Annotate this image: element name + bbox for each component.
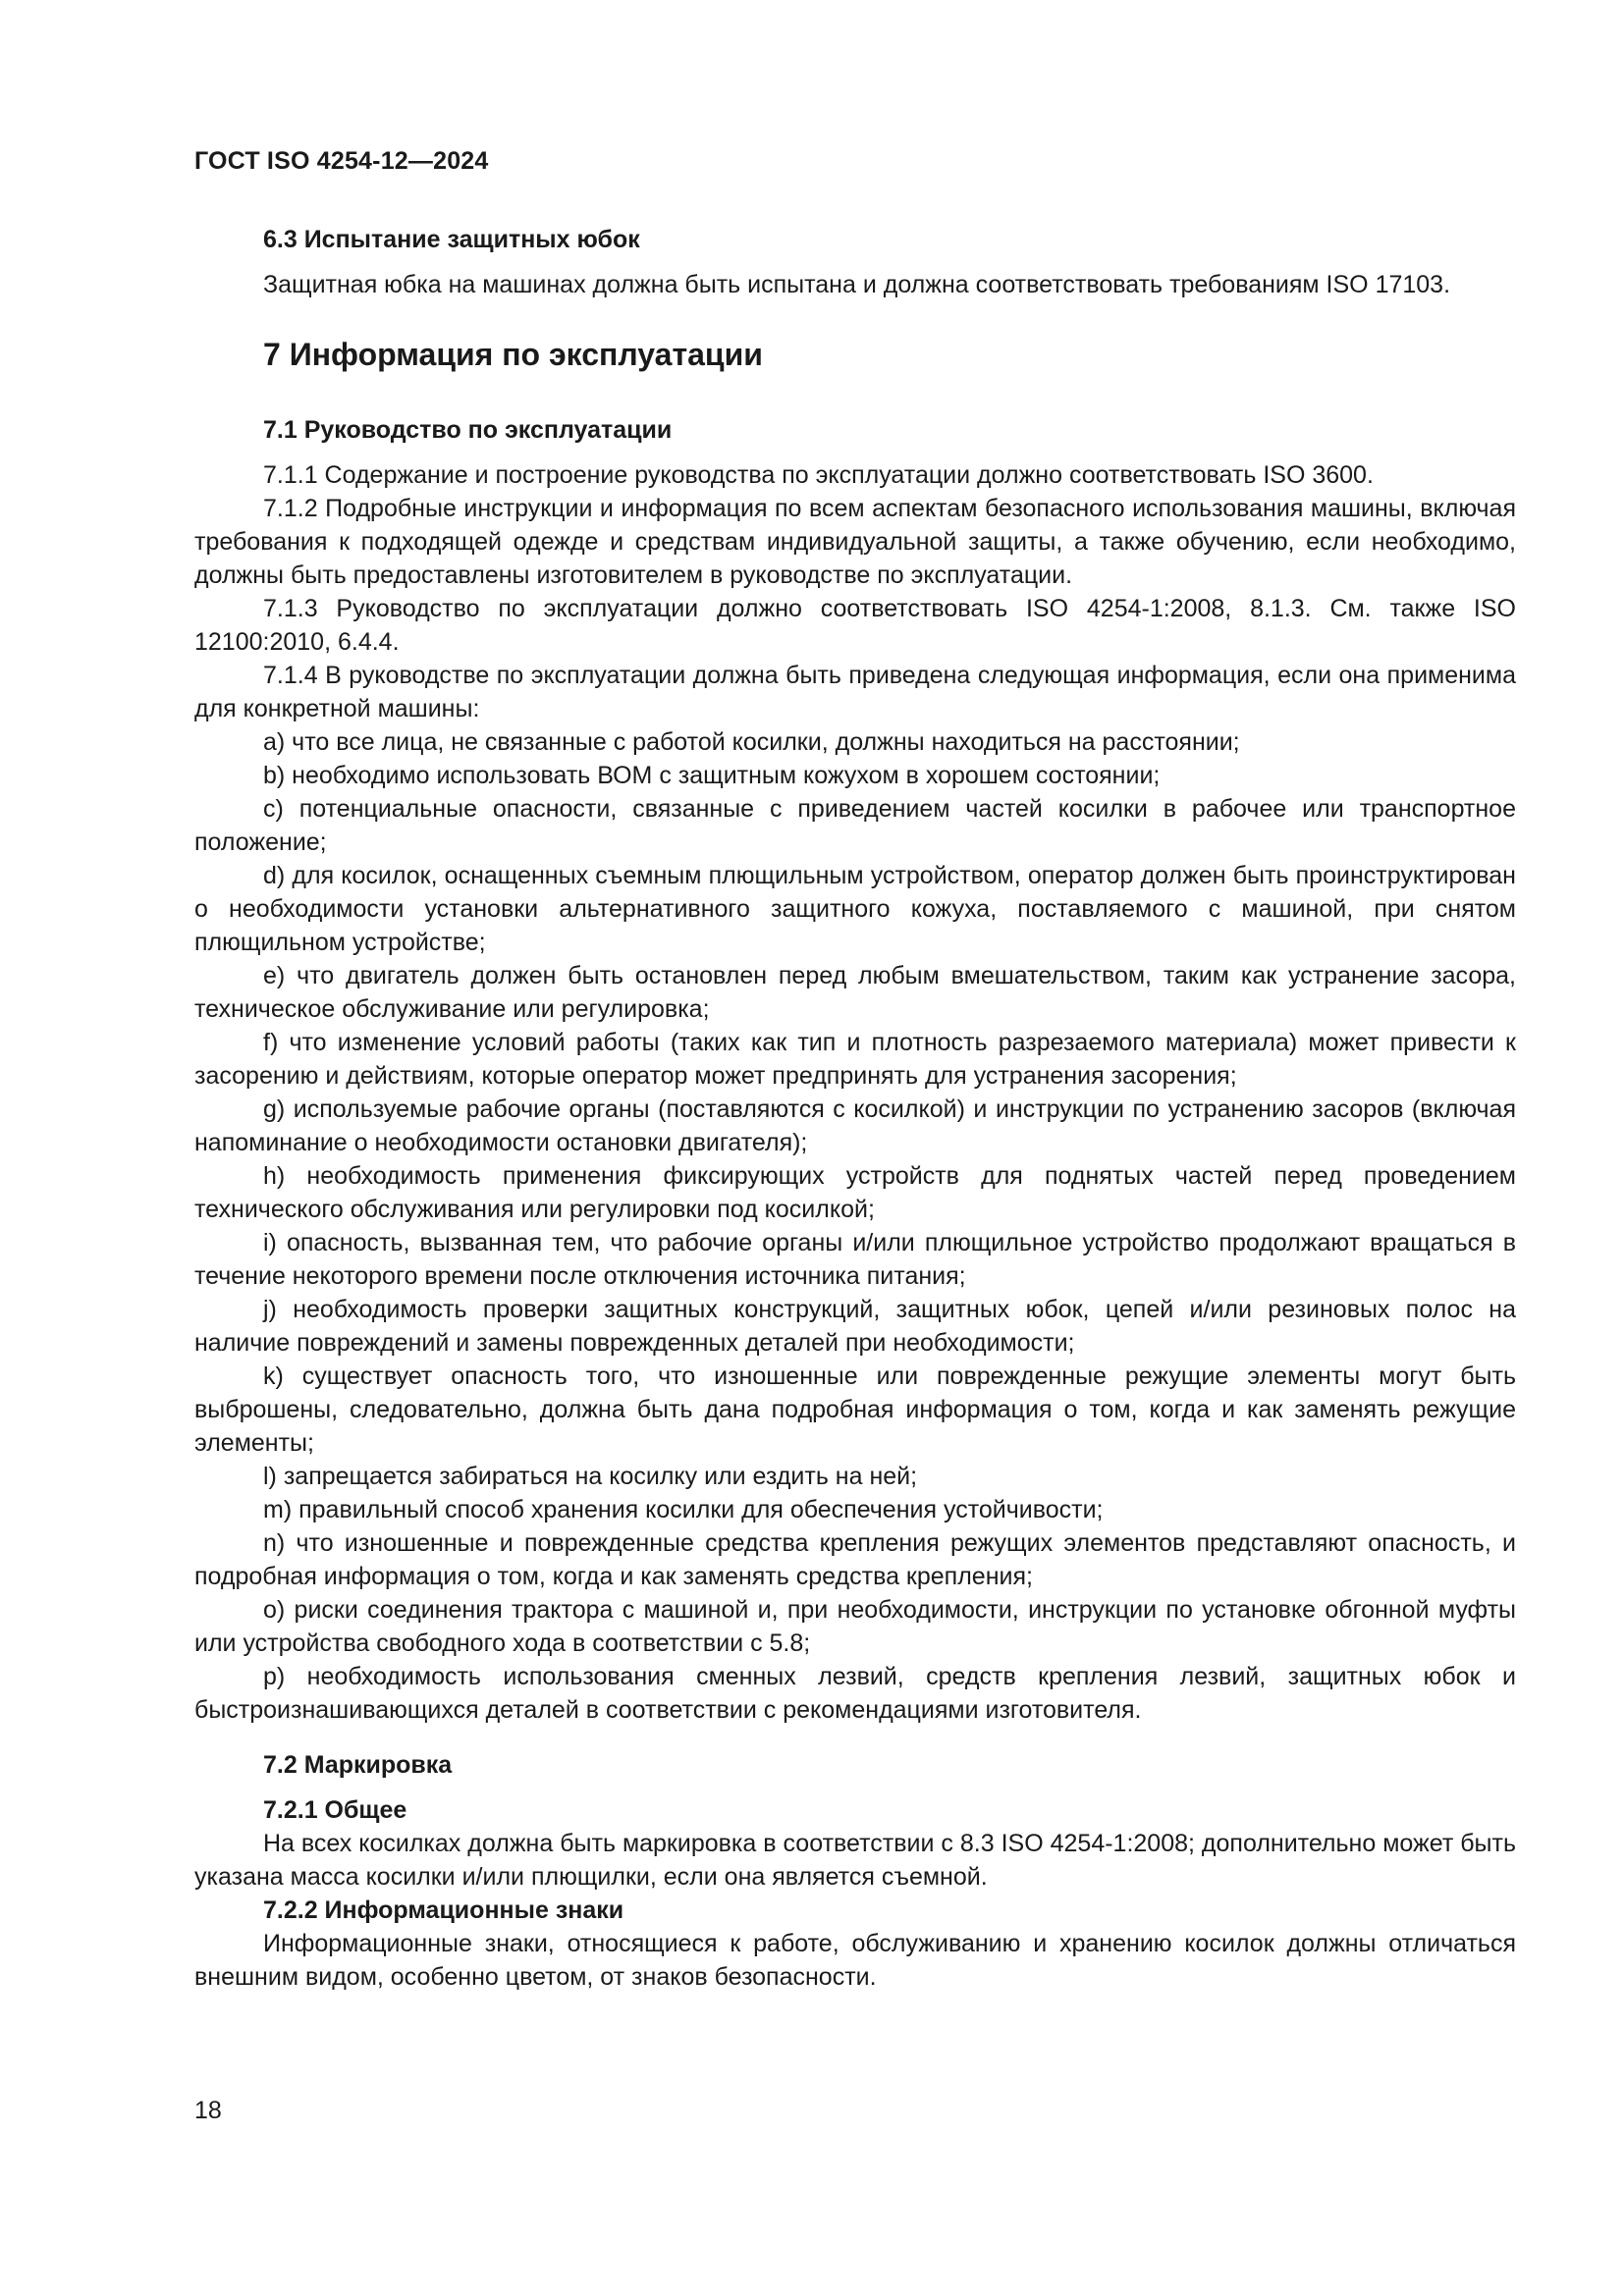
- list-item-j: j) необходимость проверки защитных конструкций, защитных юбок, цепей и/или резиновых полос на наличие повреждений и замены поврежденных деталей при необходимости;: [194, 1296, 1516, 1357]
- list-item-n: n) что изношенные и поврежденные средства крепления режущих элементов представляют опасность, и подробная информация о том, когда и как заменять средства крепления;: [194, 1529, 1516, 1590]
- list-item-f: f) что изменение условий работы (таких как тип и плотность разрезаемого материала) может привести к засорению и действиям, которые оператор может предпринять для устранения засорения;: [194, 1029, 1516, 1090]
- list-item-g: g) используемые рабочие органы (поставляются с косилкой) и инструкции по устранению засоров (включая напоминание о необходимости остановки двигателя);: [194, 1095, 1516, 1156]
- section-6-3-text: Защитная юбка на машинах должна быть испытана и должна соответствовать требованиям ISO 17103.: [263, 271, 1451, 298]
- list-item-d: d) для косилок, оснащенных съемным плющильным устройством, оператор должен быть проинструктирован о необходимости установки альтернативного защитного кожуха, поставляемого с машиной, при снятом плющильном устройстве;: [194, 862, 1516, 956]
- list-item-p: р) необходимость использования сменных лезвий, средств крепления лезвий, защитных юбок и быстроизнашивающихся деталей в соответствии с рекомендациями изготовителя.: [194, 1663, 1516, 1724]
- paragraph-7-1-2: 7.1.2 Подробные инструкции и информация по всем аспектам безопасного использования машины, включая требования к подходящей одежде и средствам индивидуальной защиты, а также обучению, если необходимо, должны быть предоставлены изготовителем в руководстве по эксплуатации.: [194, 495, 1516, 589]
- list-item-b: b) необходимо использовать ВОМ с защитным кожухом в хорошем состоянии;: [263, 762, 1161, 789]
- section-7-2-title: 7.2 Маркировка: [263, 1751, 453, 1779]
- list-item-k: k) существует опасность того, что изношенные или поврежденные режущие элементы могут быть выброшены, следовательно, должна быть дана подробная информация о том, когда и как заменять режущие элементы;: [194, 1362, 1516, 1457]
- section-7-2-1-text: На всех косилках должна быть маркировка в соответствии с 8.3 ISO 4254-1:2008; дополнительно может быть указана масса косилки и/или плющилки, если она является съемной.: [194, 1830, 1516, 1891]
- list-item-h: h) необходимость применения фиксирующих устройств для поднятых частей перед проведением технического обслуживания или регулировки под косилкой;: [194, 1162, 1516, 1223]
- paragraph-7-1-4: 7.1.4 В руководстве по эксплуатации должна быть приведена следующая информация, если она применима для конкретной машины:: [194, 662, 1516, 722]
- list-item-e: е) что двигатель должен быть остановлен перед любым вмешательством, таким как устранение засора, техническое обслуживание или регулировка;: [194, 962, 1516, 1023]
- paragraph-7-1-1: 7.1.1 Содержание и построение руководства по эксплуатации должно соответствовать ISO 3600.: [263, 461, 1374, 489]
- section-7-2-2-text: Информационные знаки, относящиеся к работе, обслуживанию и хранению косилок должны отличаться внешним видом, особенно цветом, от знаков безопасности.: [194, 1930, 1516, 1991]
- list-item-a: а) что все лица, не связанные с работой косилки, должны находиться на расстоянии;: [263, 728, 1240, 756]
- paragraph-7-1-3: 7.1.3 Руководство по эксплуатации должно соответствовать ISO 4254-1:2008, 8.1.3. См. также ISO 12100:2010, 6.4.4.: [194, 595, 1516, 656]
- section-7-2-2-title: 7.2.2 Информационные знаки: [263, 1896, 624, 1924]
- list-item-l: l) запрещается забираться на косилку или ездить на ней;: [263, 1463, 918, 1490]
- list-item-m: m) правильный способ хранения косилки для обеспечения устойчивости;: [263, 1496, 1104, 1523]
- list-item-o: о) риски соединения трактора с машиной и, при необходимости, инструкции по установке обгонной муфты или устройства свободного хода в соответствии с 5.8;: [194, 1596, 1516, 1657]
- section-7-1-title: 7.1 Руководство по эксплуатации: [263, 416, 673, 444]
- list-item-i: i) опасность, вызванная тем, что рабочие органы и/или плющильное устройство продолжают вращаться в течение некоторого времени после отключения источника питания;: [194, 1229, 1516, 1290]
- page-number: 18: [194, 2097, 222, 2124]
- document-page: [194, 147, 1516, 1994]
- document-header: ГОСТ ISO 4254-12—2024: [194, 147, 489, 175]
- section-7-2-1-title: 7.2.1 Общее: [263, 1796, 407, 1824]
- list-item-c: с) потенциальные опасности, связанные с приведением частей косилки в рабочее или транспортное положение;: [194, 795, 1516, 856]
- section-6-3-title: 6.3 Испытание защитных юбок: [263, 226, 640, 253]
- section-7-title: 7 Информация по эксплуатации: [263, 337, 763, 372]
